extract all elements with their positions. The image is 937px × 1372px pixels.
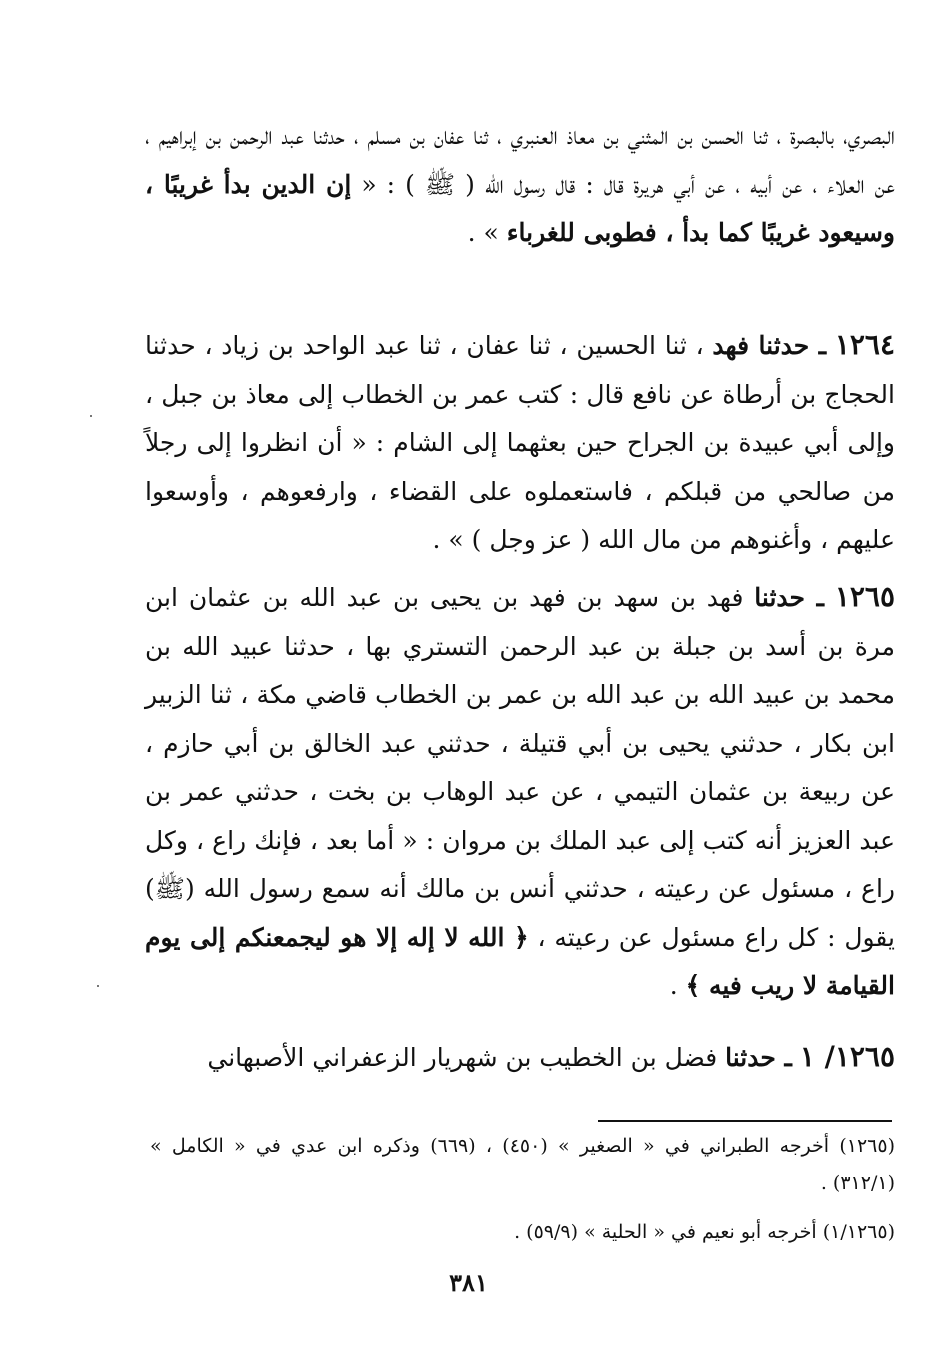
- hadith-lead: ـ حدثنا فهد: [712, 331, 827, 360]
- paragraph-end: .: [669, 971, 686, 1000]
- hadith-lead: ـ حدثنا: [754, 583, 824, 612]
- page-number: ٣٨١: [449, 1268, 488, 1297]
- footnote-1265-1: (١/١٢٦٥) أخرجه أبو نعيم في « الحلية » (٥٩/٩) .: [514, 1221, 895, 1243]
- footnote-1265: (١٢٦٥) أخرجه الطبراني في « الصغير » (٤٥٠) ، (٦٦٩) وذكره ابن عدي في « الكامل » (٣١٢/١) .: [150, 1135, 895, 1194]
- scan-speck: [97, 985, 99, 987]
- hadith-lead: ـ حدثنا: [725, 1043, 792, 1072]
- paragraph-hadith-1263-continued: [145, 112, 895, 258]
- scan-speck: [90, 415, 92, 417]
- hadith-number: ١٢٦٥: [834, 580, 895, 613]
- paragraph-end: » .: [467, 218, 507, 247]
- hadith-quote: إن الدين بدأ غريبًا ، وسيعود غريبًا كما بدأ ، فطوبى للغرباء: [145, 169, 895, 247]
- paragraph-hadith-1265-1: [145, 1033, 895, 1083]
- hadith-number: ١٢٦٥/ ١: [799, 1040, 895, 1073]
- quran-bracket-open: ﴿: [514, 922, 529, 952]
- paragraph-text: البصري، بالبصرة ، ثنا الحسن بن المثني بن معاذ العنبري ، ثنا عفان بن مسلم ، حدثنا عبد الرحمن بن إبراهيم ، عن العلاء ، عن أبيه ، عن أبي هريرة قال : قال رسول الله ( ﷺ ) : «: [145, 121, 895, 199]
- footnote-divider: [598, 1120, 892, 1122]
- paragraph-text: ، ثنا الحسين ، ثنا عفان ، ثنا عبد الواحد بن زياد ، حدثنا الحجاج بن أرطاة عن نافع قال : كتب عمر بن الخطاب إلى معاذ بن جبل ، وإلى أبي عبيدة بن الجراح حين بعثهما إلى الشام : « أن انظروا إلى رجلاً من صالحي من قبلكم ، فاستعملوه على القضاء ، وارفعوهم ، وأوسعوا عليهم ، وأغنوهم من مال الله ( عز وجل ) » .: [145, 331, 895, 554]
- hadith-number: ١٢٦٤: [834, 328, 895, 361]
- paragraph-hadith-1264: [145, 321, 895, 565]
- quran-bracket-close: ﴾: [685, 971, 701, 1000]
- footnotes: [150, 1128, 895, 1263]
- paragraph-text: فضل بن الخطيب بن شهريار الزعفراني الأصبهاني: [207, 1043, 726, 1072]
- quran-quote: الله لا إله إلا هو ليجمعنكم إلى يوم القيامة لا ريب فيه: [145, 922, 895, 1000]
- paragraph-hadith-1265: [145, 573, 895, 1011]
- paragraph-text: فهد بن سهد بن فهد بن يحيى بن عبد الله بن عثمان ابن مرة بن أسد بن جبلة بن عبد الرحمن التستري بها ، حدثنا عبيد الله بن محمد بن عبيد الله بن عبد الله بن عمر بن الخطاب قاضي مكة ، ثنا الزبير ابن بكار ، حدثني يحيى بن أبي قتيلة ، حدثني عبد الخالق بن أبي حازم ، عن ربيعة بن عثمان التيمي ، عن عبد الوهاب بن بخت ، حدثني عمر بن عبد العزيز أنه كتب إلى عبد الملك بن مروان : « أما بعد ، فإنك راع ، وكل راع ، مسئول عن رعيته ، حدثني أنس بن مالك أنه سمع رسول الله (ﷺ) يقول : كل راع مسئول عن رعيته ،: [145, 583, 895, 952]
